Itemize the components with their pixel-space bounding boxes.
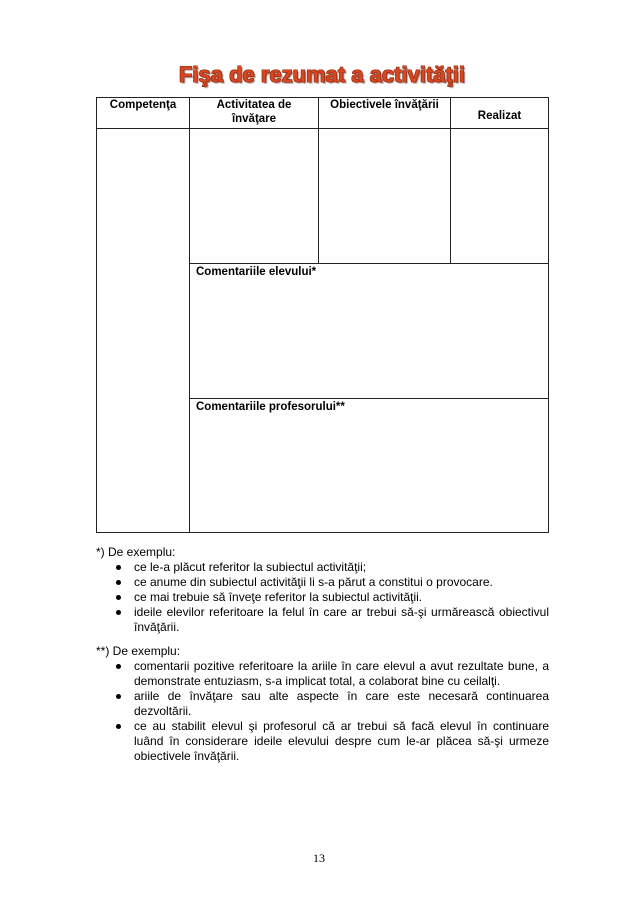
activitate-cell [190,129,319,264]
footnote-teacher-examples [96,644,549,764]
bullet-icon [116,565,121,570]
bullet-icon [116,610,121,615]
footnote-item [96,590,549,605]
footnote-item-line: ce au stabilit elevul şi profesorul că ar trebui să facă elevul în continuare [134,719,549,733]
footnote-item-line: ariile de învăţare sau alte aspecte în care este necesară continuarea [134,689,549,703]
footnote-label: **) De exemplu: [96,644,181,658]
page-title: Fişa de rezumat a activităţii [178,62,466,87]
bullet-icon [116,694,121,699]
footnote-item [96,719,549,764]
footnote-item-line: ideile elevilor referitoare la felul în care ar trebui să-şi urmărească obiectivul [134,605,549,619]
student-comments-cell [190,264,549,399]
header-activitate: Activitatea de învăţare [190,98,319,129]
footnote-item-line: demonstrate entuziasm, s-a implicat total, a colaborat bine cu ceilalţi. [134,674,501,688]
competenta-cell [97,129,190,533]
footnote-item [96,560,549,575]
footnote-item-line: luând în considerare ideile elevului despre cum le-ar plăcea să-şi urmeze [134,734,549,748]
footnote-item-line: obiectivele învăţării. [134,749,240,763]
activity-summary-table [96,97,549,533]
header-obiective: Obiectivele învăţării [319,98,451,129]
realizat-cell [451,129,549,264]
bullet-icon [116,595,121,600]
header-realizat: Realizat [451,98,549,129]
footnote-item [96,605,549,635]
footnote-item [96,659,549,689]
footnote-student-examples [96,545,549,635]
bullet-icon [116,580,121,585]
footnote-item-line: învăţării. [134,620,180,634]
bullet-icon [116,724,121,729]
obiective-cell [319,129,451,264]
footnote-item-line: ce le-a plăcut referitor la subiectul activităţii; [134,560,367,574]
footnote-item-line: ce anume din subiectul activităţii li s-a părut a constitui o provocare. [134,575,493,589]
student-comments-label: Comentariile elevului* [196,266,317,278]
footnote-item [96,689,549,719]
footnote-item [96,575,549,590]
footnote-item-line: comentarii pozitive referitoare la ariile în care elevul a avut rezultate bune, a [134,659,549,673]
footnote-label: *) De exemplu: [96,545,176,559]
header-competenta: Competenţa [97,98,190,129]
footnote-item-line: ce mai trebuie să înveţe referitor la subiectul activităţii. [134,590,423,604]
teacher-comments-cell [190,399,549,533]
page-number: 13 [313,851,325,865]
bullet-icon [116,664,121,669]
teacher-comments-label: Comentariile profesorului** [196,401,345,413]
footnote-item-line: dezvoltării. [134,704,192,718]
